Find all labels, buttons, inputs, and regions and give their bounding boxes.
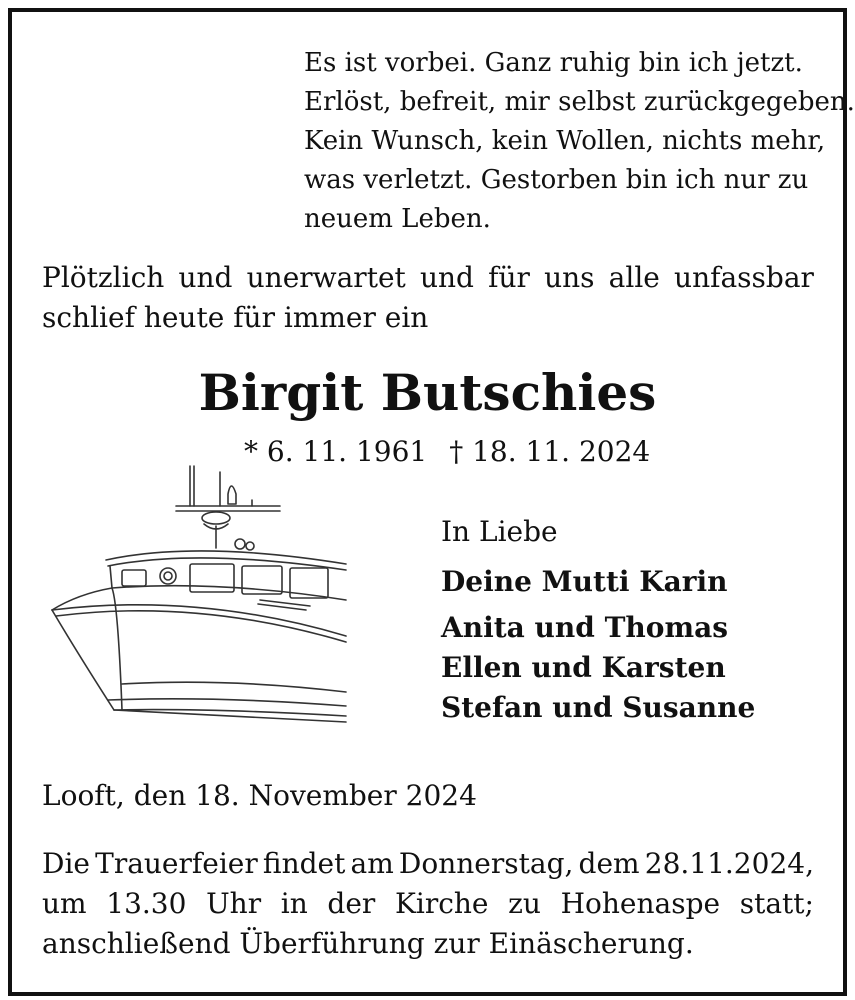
- funeral-word: Hohenaspe: [560, 887, 721, 920]
- intro-word: uns: [544, 261, 595, 294]
- mourner-family: Deine Mutti Karin: [441, 565, 728, 598]
- funeral-word: findet: [262, 847, 346, 880]
- mourner-family: Anita und Thomas: [441, 611, 728, 644]
- funeral-word: statt;: [739, 887, 814, 920]
- poem-line: Es ist vorbei. Ganz ruhig bin ich jetzt.: [304, 48, 803, 78]
- intro-word: Plötzlich: [42, 261, 165, 294]
- poem-line: Kein Wunsch, kein Wollen, nichts mehr,: [304, 126, 826, 156]
- funeral-line-2: [42, 884, 814, 924]
- boat-illustration: [48, 464, 348, 734]
- funeral-word: Kirche: [394, 887, 489, 920]
- funeral-word: 28.11.2024,: [644, 847, 814, 880]
- poem-line: was verletzt. Gestorben bin ich nur zu: [304, 165, 809, 195]
- funeral-word: der: [327, 887, 376, 920]
- poem-line: Erlöst, befreit, mir selbst zurückgegeben.: [304, 87, 855, 117]
- death-date: † 18. 11. 2024: [449, 435, 651, 468]
- funeral-line-3: anschließend Überführung zur Einäscherung.: [42, 927, 694, 960]
- funeral-word: um: [42, 887, 87, 920]
- funeral-word: 13.30: [106, 887, 187, 920]
- funeral-line-1: [42, 844, 814, 884]
- funeral-word: Uhr: [206, 887, 262, 920]
- intro-word: unfassbar: [674, 261, 814, 294]
- funeral-word: zu: [508, 887, 541, 920]
- mourners-lead: In Liebe: [441, 515, 558, 548]
- intro-line-1: [42, 258, 814, 298]
- intro-word: für: [488, 261, 530, 294]
- funeral-word: dem: [578, 847, 640, 880]
- funeral-notice: [42, 844, 814, 964]
- funeral-word: Trauerfeier: [95, 847, 258, 880]
- poem: [304, 44, 855, 239]
- intro-line-2: schlief heute für immer ein: [42, 301, 429, 334]
- place-date: Looft, den 18. November 2024: [42, 779, 477, 812]
- intro-word: und: [419, 261, 474, 294]
- mourner-family: Ellen und Karsten: [441, 651, 726, 684]
- funeral-word: Die: [42, 847, 90, 880]
- intro-text: [42, 258, 814, 338]
- deceased-name: Birgit Butschies: [198, 363, 657, 422]
- funeral-word: Donnerstag,: [398, 847, 574, 880]
- funeral-word: in: [280, 887, 308, 920]
- intro-word: unerwartet: [246, 261, 406, 294]
- mourner-family: Stefan und Susanne: [441, 691, 756, 724]
- birth-date: * 6. 11. 1961: [244, 435, 428, 468]
- intro-word: und: [178, 261, 233, 294]
- poem-line: neuem Leben.: [304, 204, 491, 234]
- intro-word: alle: [608, 261, 660, 294]
- funeral-word: am: [350, 847, 394, 880]
- mourners: [441, 512, 841, 728]
